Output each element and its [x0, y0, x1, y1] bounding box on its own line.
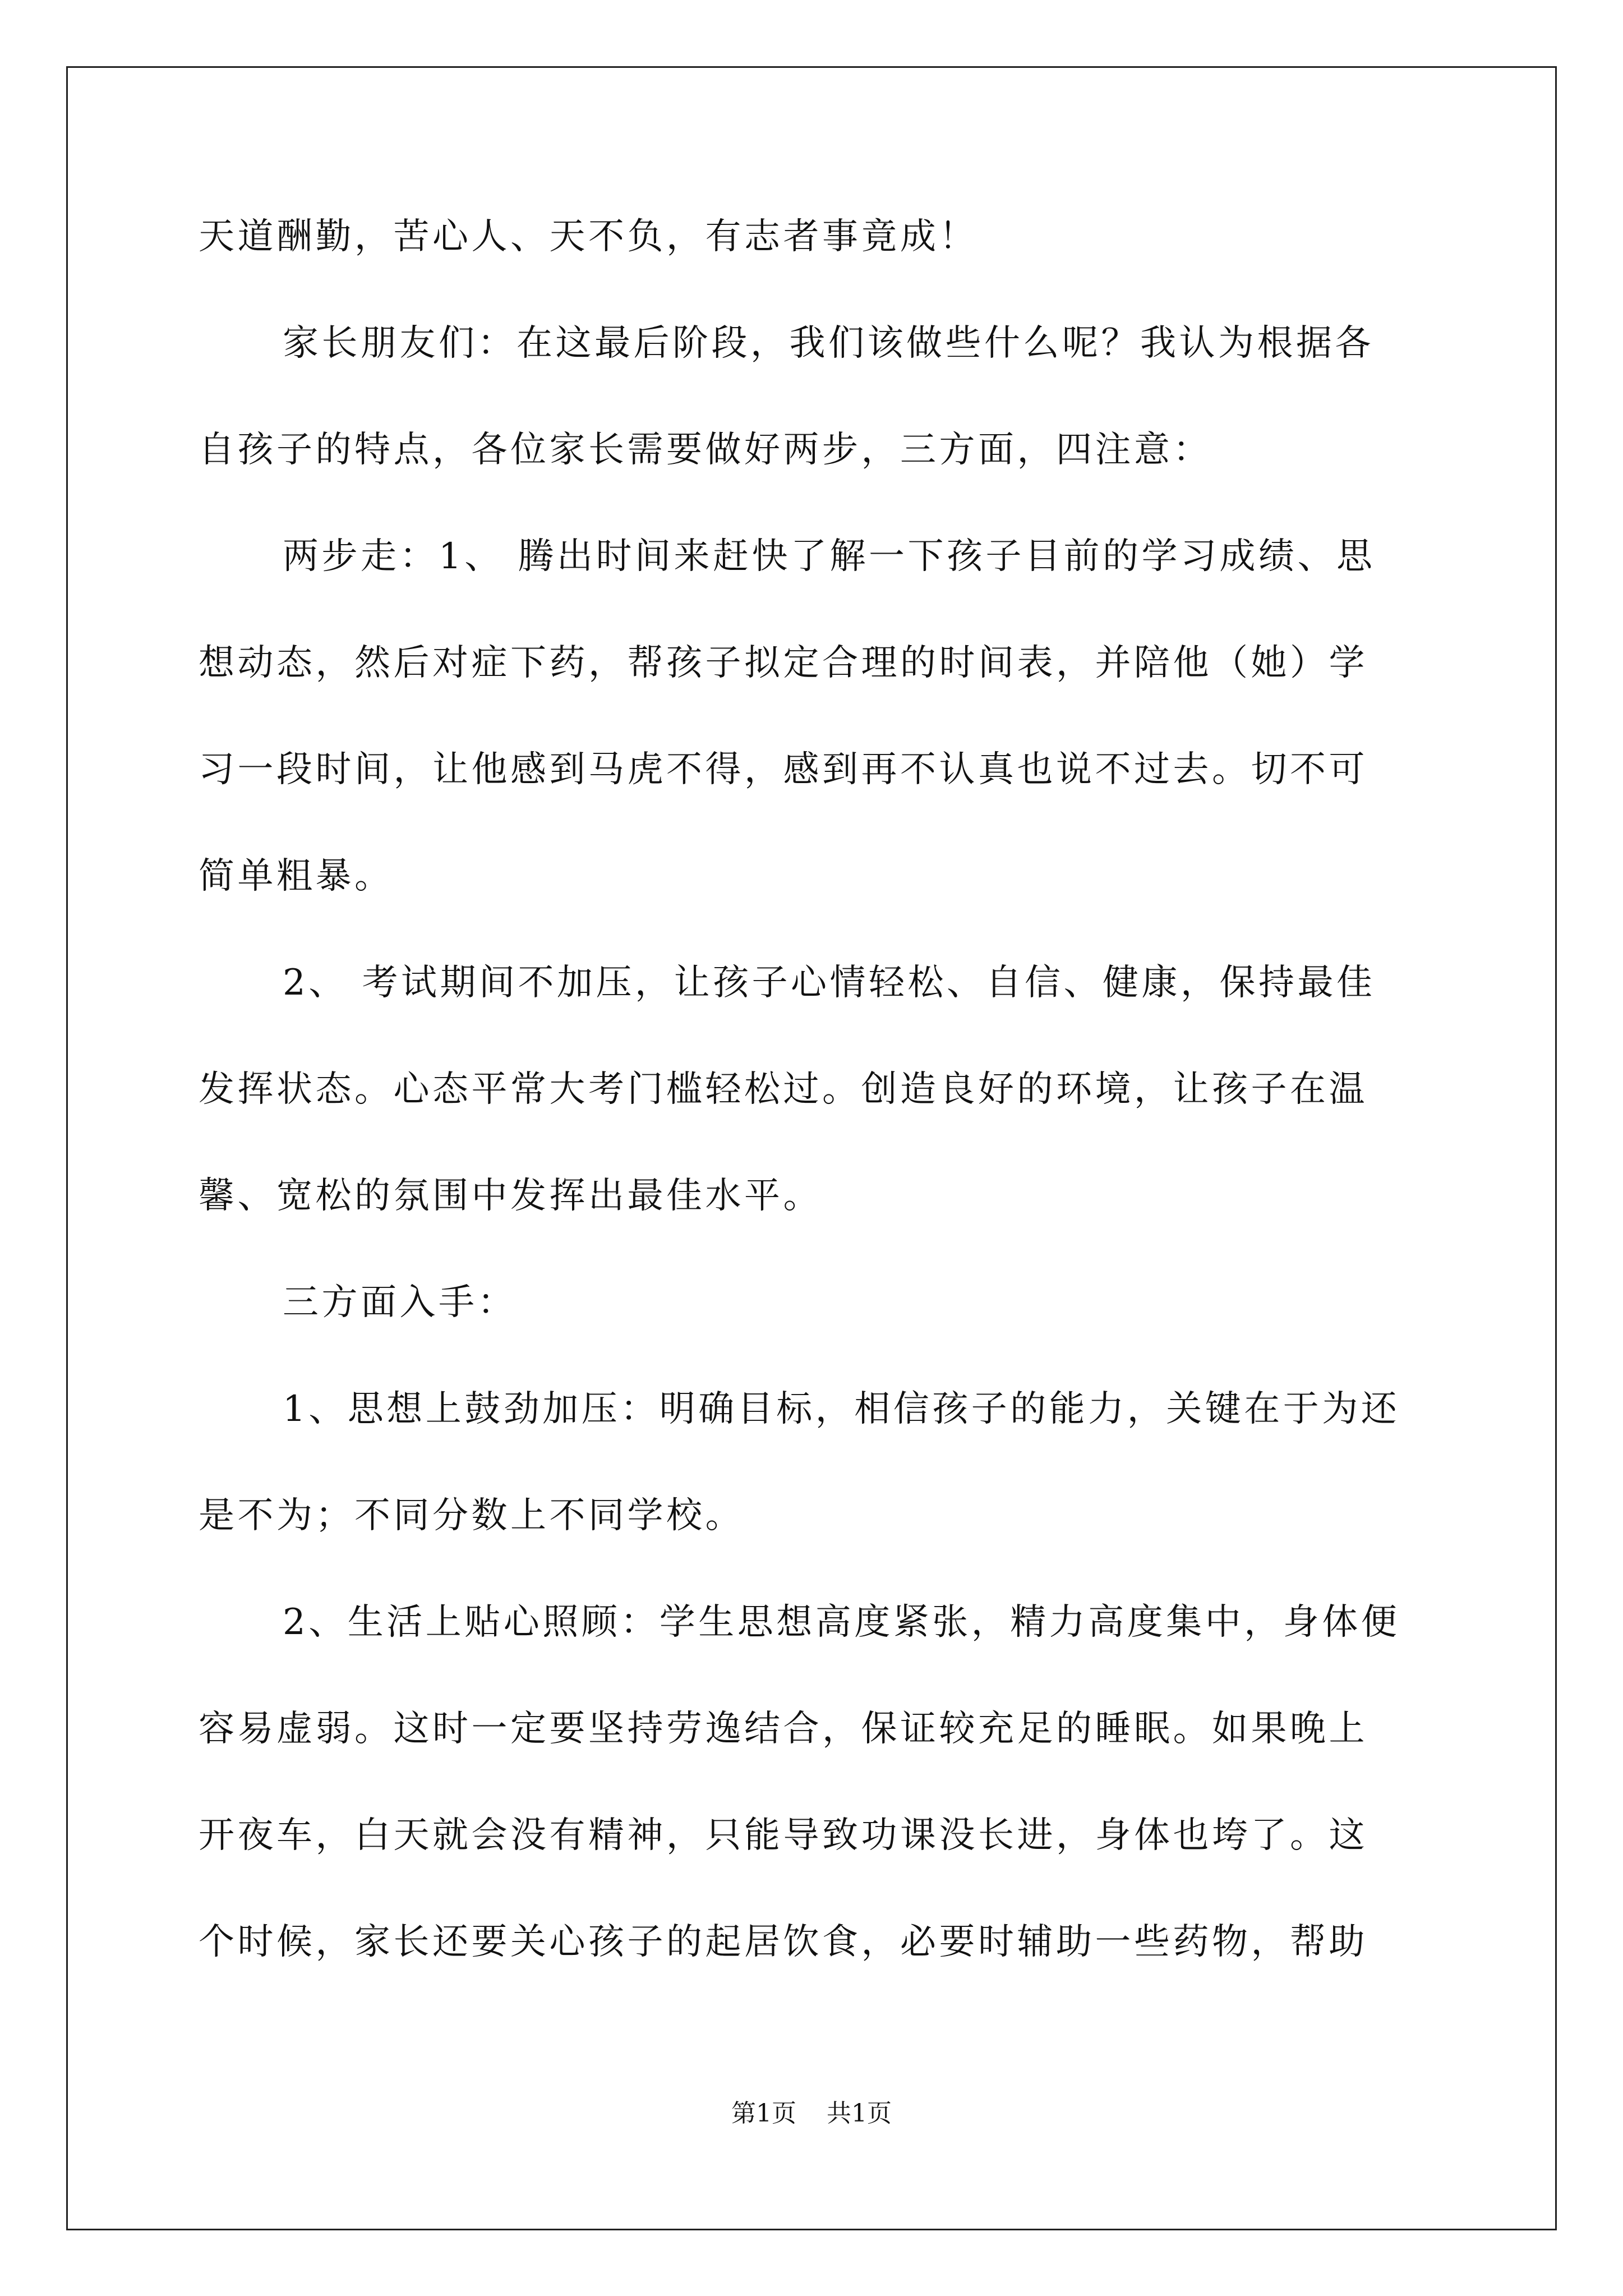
- page-total: 共1页: [827, 2099, 892, 2128]
- text-line: 天道酬勤，苦心人、天不负，有志者事竟成！: [199, 216, 978, 257]
- text-line: 1、思想上鼓劲加压：明确目标，相信孩子的能力，关键在于为还: [283, 1388, 1400, 1430]
- text-line: 2、生活上贴心照顾：学生思想高度紧张，精力高度集中，身体便: [283, 1602, 1400, 1643]
- page-footer: [0, 2101, 1623, 2126]
- text-line: 个时候，家长还要关心孩子的起居饮食，必要时辅助一些药物，帮助: [199, 1921, 1368, 1963]
- text-line: 自孩子的特点，各位家长需要做好两步，三方面，四注意：: [199, 429, 1212, 471]
- text-line: 发挥状态。心态平常大考门槛轻松过。创造良好的环境，让孩子在温: [199, 1069, 1368, 1110]
- text-line: 馨、宽松的氛围中发挥出最佳水平。: [199, 1175, 822, 1217]
- page-border: [66, 66, 1557, 2230]
- text-line: 开夜车，白天就会没有精神，只能导致功课没长进，身体也垮了。这: [199, 1815, 1368, 1856]
- text-line: 家长朋友们：在这最后阶段，我们该做些什么呢？我认为根据各: [283, 323, 1374, 364]
- text-line: 习一段时间，让他感到马虎不得，感到再不认真也说不过去。切不可: [199, 749, 1368, 790]
- text-line: 是不为；不同分数上不同学校。: [199, 1495, 744, 1536]
- text-line: 2、 考试期间不加压，让孩子心情轻松、自信、健康，保持最佳: [283, 962, 1376, 1004]
- text-line: 容易虚弱。这时一定要坚持劳逸结合，保证较充足的睡眠。如果晚上: [199, 1708, 1368, 1750]
- text-line: 简单粗暴。: [199, 855, 394, 897]
- text-line: 两步走：1、 腾出时间来赶快了解一下孩子目前的学习成绩、思: [283, 536, 1376, 577]
- text-line: 三方面入手：: [283, 1282, 517, 1323]
- page-number: 第1页: [731, 2099, 796, 2128]
- text-line: 想动态，然后对症下药，帮孩子拟定合理的时间表，并陪他（她）学: [199, 642, 1368, 684]
